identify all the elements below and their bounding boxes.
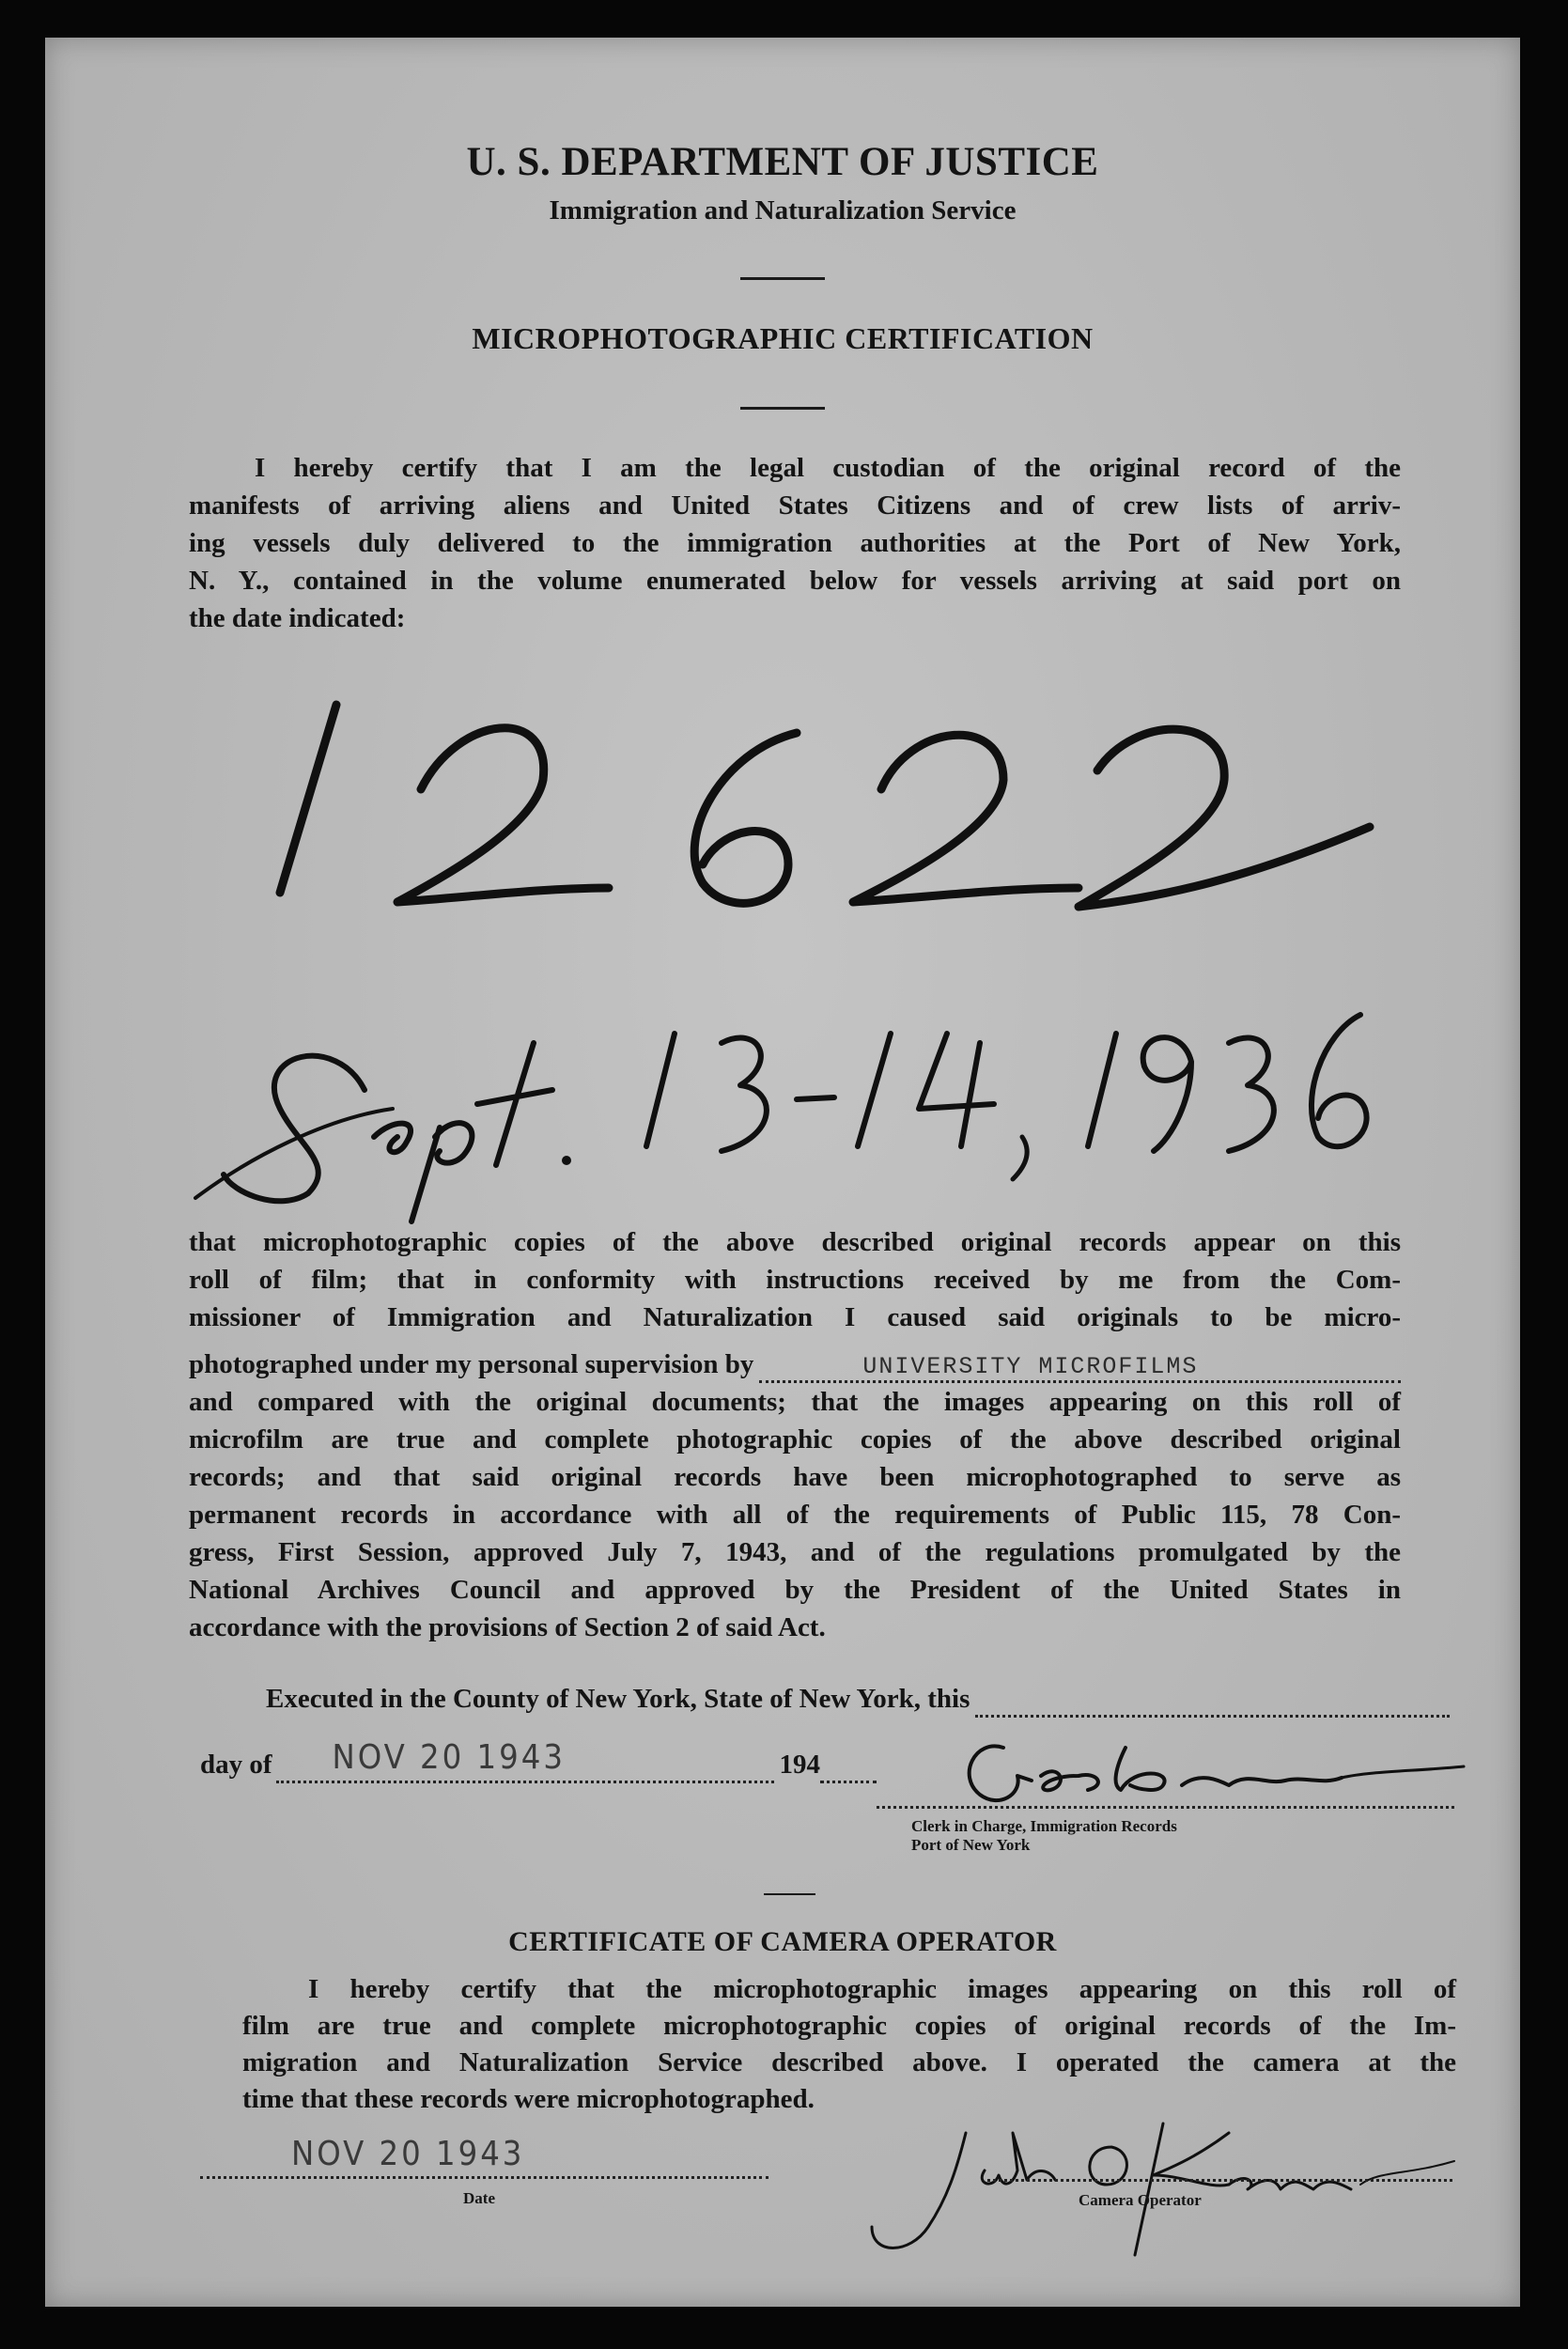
execution-day-field [975, 1688, 1450, 1718]
department-heading: U. S. DEPARTMENT OF JUSTICE [466, 140, 1099, 184]
text-line: the date indicated: [189, 603, 406, 633]
day-of-label: day of [200, 1750, 272, 1780]
execution-date-field [276, 1738, 774, 1783]
execution-date-stamp: NOV 20 1943 [332, 1738, 566, 1777]
text-line: ing vessels duly delivered to the immigration authorities at the Port of New York, [189, 528, 1401, 558]
text-line: roll of film; that in conformity with instructions received by me from the Com- [189, 1265, 1401, 1295]
body-paragraph [189, 1223, 1401, 1646]
text-line: National Archives Council and approved by the President of the United States in [189, 1575, 1401, 1605]
operator-signature-line [987, 2175, 1452, 2182]
text-line: manifests of arriving aliens and United States Citizens and of crew lists of arriv- [189, 490, 1401, 521]
text-line: I hereby certify that the microphotographic images appearing on this roll of [308, 1974, 1456, 2004]
year-prefix: 194 [779, 1750, 820, 1780]
clerk-office: Port of New York [911, 1836, 1031, 1854]
service-subheading: Immigration and Naturalization Service [549, 195, 1017, 226]
supervision-prefix: photographed under my personal supervision by [189, 1349, 754, 1379]
text-line: N. Y., contained in the volume enumerated below for vessels arriving at said port on [189, 566, 1401, 596]
text-line: film are true and complete microphotographic copies of original records of the Im- [242, 2011, 1456, 2041]
handwritten-volume-number [233, 677, 1407, 977]
year-suffix-field [820, 1754, 877, 1783]
text-line: gress, First Session, approved July 7, 1943, and of the regulations promulgated by the [189, 1537, 1401, 1567]
text-line: I hereby certify that I am the legal custodian of the original record of the [255, 453, 1401, 483]
camera-operator-label: Camera Operator [1079, 2191, 1202, 2209]
supervisor-field [759, 1354, 1401, 1383]
text-line: migration and Naturalization Service described above. I operated the camera at the [242, 2047, 1456, 2077]
divider [740, 407, 825, 410]
text-line: accordance with the provisions of Section 2 of said Act. [189, 1612, 826, 1642]
executed-text: Executed in the County of New York, State of New York, this [266, 1684, 970, 1714]
camera-date-line [200, 2172, 768, 2179]
supervision-line [189, 1346, 1401, 1383]
handwritten-record-date [195, 977, 1511, 1221]
camera-certificate-title: CERTIFICATE OF CAMERA OPERATOR [508, 1926, 1057, 1957]
text-line: permanent records in accordance with all of the requirements of Public 115, 78 Con- [189, 1500, 1401, 1530]
camera-date-label: Date [463, 2189, 495, 2207]
clerk-title: Clerk in Charge, Immigration Records [911, 1817, 1177, 1835]
text-line: missioner of Immigration and Naturalization I caused said originals to be micro- [189, 1302, 1401, 1332]
intro-paragraph [189, 449, 1401, 637]
certification-document [45, 38, 1520, 2307]
certification-title: MICROPHOTOGRAPHIC CERTIFICATION [472, 321, 1094, 355]
executed-line [266, 1680, 1450, 1718]
camera-date-stamp: NOV 20 1943 [291, 2135, 525, 2173]
text-line: time that these records were microphotographed. [242, 2084, 815, 2114]
supervisor-name: UNIVERSITY MICROFILMS [862, 1353, 1199, 1380]
text-line: that microphotographic copies of the above described original records appear on this [189, 1227, 1401, 1257]
day-of-line [200, 1738, 877, 1783]
text-line: microfilm are true and complete photographic copies of the above described original [189, 1424, 1401, 1455]
clerk-signature-line [877, 1797, 1454, 1809]
divider [740, 277, 825, 280]
divider [764, 1893, 815, 1895]
text-line: and compared with the original documents; that the images appearing on this roll of [189, 1387, 1401, 1417]
text-line: records; and that said original records have been microphotographed to serve as [189, 1462, 1401, 1492]
